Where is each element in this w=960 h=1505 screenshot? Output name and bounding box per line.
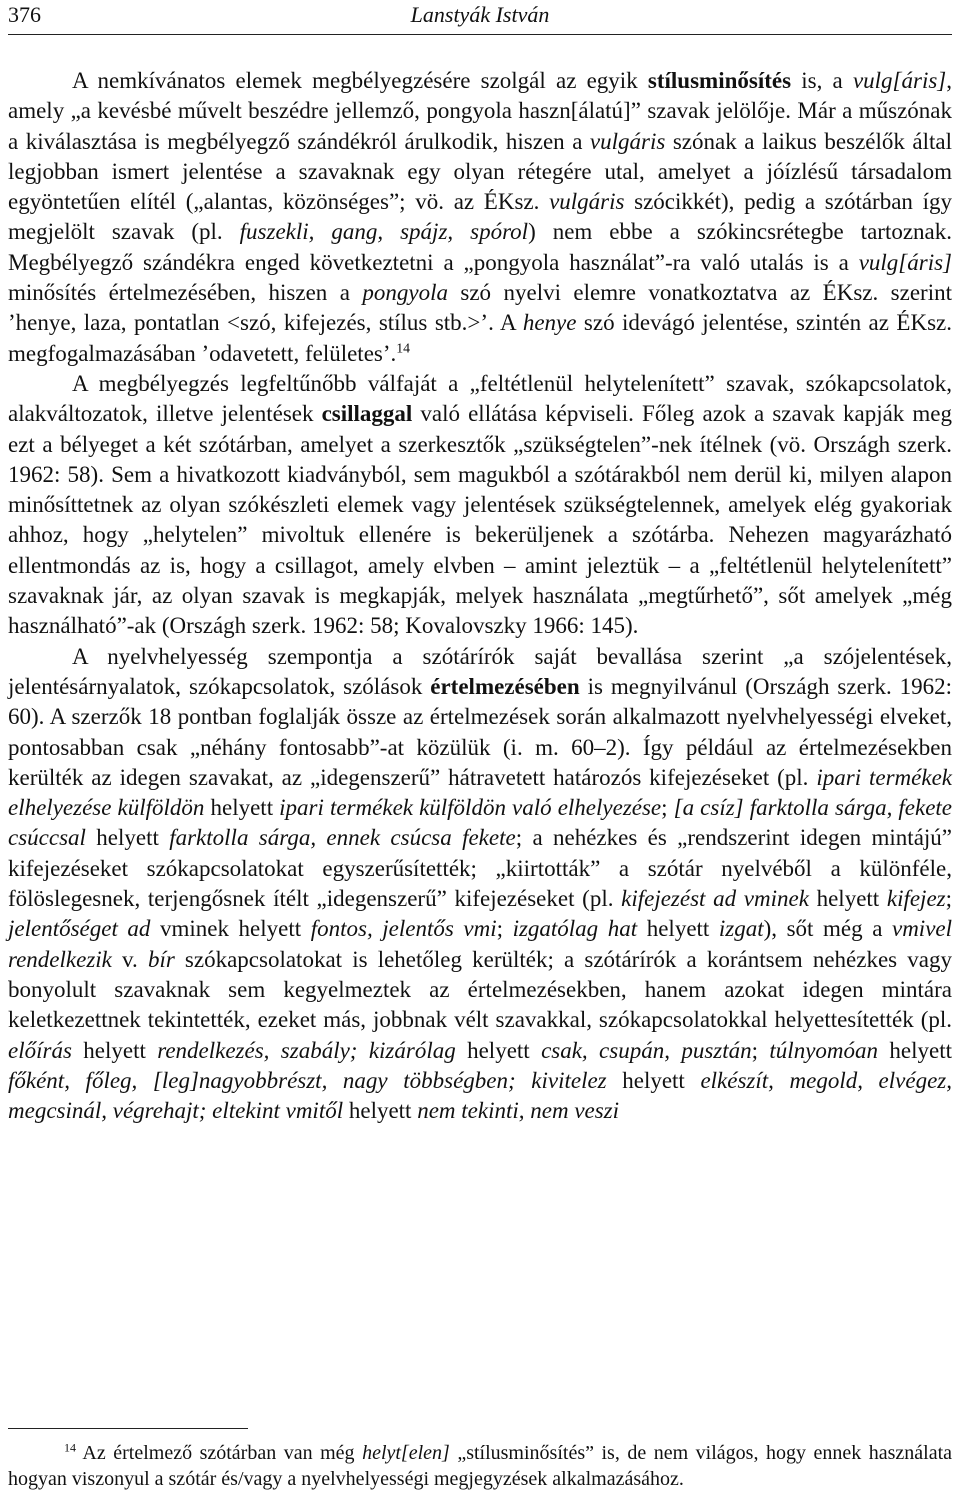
text-run: A nemkívánatos elemek megbélyegzésére szolgál az egyik <box>72 68 648 93</box>
text-run: ), sőt még a <box>763 916 892 942</box>
paragraph <box>8 66 952 369</box>
footnote-marker: 14 <box>396 340 411 356</box>
bold-term: stílusminősítés <box>647 68 792 93</box>
text-run: helyett <box>606 1067 701 1093</box>
text-run: helyett <box>204 795 280 821</box>
footnote-divider <box>8 1428 248 1429</box>
text-run: szónak a laikus beszélők által legjobban ismert jelentése a szavaknak egy olyan rétegére utal, amelyet a jóízlésű társadalom egyöntetűen elítél („alantas, közönséges”; vö. az ÉKsz. <box>8 128 952 215</box>
italic-term: farktolla sárga, ennek csúcsa fekete <box>169 825 516 851</box>
italic-term: csak, csupán, pusztán <box>541 1037 752 1063</box>
text-run: ; <box>751 1037 770 1063</box>
text-run: ; <box>945 886 952 912</box>
italic-term: ipari termékek elhelyezése külföldön <box>8 764 952 821</box>
italic-term: helyt[elen] <box>362 1442 450 1464</box>
italic-term: vmivel rendelkezik <box>8 916 952 972</box>
italic-term: főként, főleg, [leg]nagyobbrészt, nagy többségben; kivitelez <box>8 1067 607 1093</box>
text-run: A nyelvhelyesség szempontja a szótárírók saját bevallása szerint „a szójelentések, jelentésárnyalatok, szókapcsolatok, szólások <box>8 643 952 699</box>
italic-term: kifejezést ad vminek <box>621 886 809 912</box>
text-run: helyett <box>637 916 719 942</box>
text-run: ; a nehézkes és „rendszerint idegen mintájú” kifejezéseket szókapcsolatokat egyszerűsítették; „kiirtották” a szótár nyelvéből a különféle, fölöslegesnek, terjengősnek ítélt „idegenszerű” kifejezéseket (pl. <box>8 825 953 912</box>
italic-term: henye <box>522 310 577 336</box>
italic-term: rendelkezés, szabály; kizárólag <box>157 1037 456 1063</box>
text-run: szó nyelvi elemre vonatkoztatva az ÉKsz. szerint ’henye, laza, pontatlan <szó, kifejezés, stílus stb.>’. A <box>8 280 952 336</box>
text-run: , amely „a kevésbé művelt beszédre jellemző, pongyola haszn[álatú]” szavak jelölője. Már a műszónak a kiválasztása is megbélyegző szándékról árulkodik, hiszen a <box>8 68 952 154</box>
text-run: helyett <box>85 825 170 851</box>
page-header <box>8 0 952 35</box>
italic-term: ipari termékek külföldön való elhelyezése <box>279 795 662 821</box>
italic-term: [a csíz] farktolla sárga, fekete csúccsal <box>8 795 953 851</box>
footnote <box>8 1440 952 1492</box>
page-number: 376 <box>8 2 41 27</box>
footnote-marker: 14 <box>64 1440 76 1455</box>
text-run: ; <box>496 916 513 942</box>
text-run: ) nem ebbe a szókincsrétegbe tartoznak. Megbélyegző szándékra enged következtetni a „pongyola használat”-ra való utalás is a <box>8 219 953 275</box>
italic-term: izgatólag hat <box>512 916 638 942</box>
text-run: helyett <box>455 1037 542 1063</box>
italic-term: vulg[áris] <box>858 249 952 275</box>
italic-term: fontos, jelentős vmi <box>310 916 497 942</box>
italic-term: vulgáris <box>549 189 625 215</box>
paragraph <box>8 369 952 642</box>
body-text <box>8 66 952 1126</box>
italic-term: elkészít, megold, elvégez, megcsinál, végrehajt; eltekint vmitől <box>8 1067 952 1124</box>
italic-term: vulg[áris] <box>852 68 947 93</box>
text-run: minősítés értelmezésében, hiszen a <box>8 280 363 306</box>
bold-term: értelmezésében <box>430 673 580 699</box>
italic-term: jelentőséget ad <box>8 916 151 942</box>
text-run: helyett <box>878 1037 952 1063</box>
text-run: v. <box>111 946 148 972</box>
text-run: szócikkét), pedig a szótárban így megjelölt szavak (pl. <box>8 189 952 245</box>
paragraph <box>8 642 952 1127</box>
text-run: A megbélyegzés legfeltűnőbb válfaját a „feltétlenül helytelenített” szavak, szókapcsolatok, alakváltozatok, illetve jelentések <box>8 370 952 427</box>
text-run: helyett <box>71 1037 158 1063</box>
text-run: ; <box>661 795 674 821</box>
italic-term: előírás <box>8 1037 72 1063</box>
text-run: szó idevágó jelentése, szintén az ÉKsz. megfogalmazásában ’odavetett, felületes’. <box>8 310 952 366</box>
text-run: szókapcsolatokat is lehetőleg kerülték; a szótárírók a korántsem nehézkes vagy bonyolult szavaknak sem kegyelmeztek az értelmezésekben, hanem azokat idegen mintára keletkezettnek tekintették, ezeket más, jobbnak vélt szavakkal, szókapcsolatokkal helyettesítették (pl. <box>8 946 952 1033</box>
italic-term: pongyola <box>362 280 448 306</box>
text-run: vminek helyett <box>150 916 311 942</box>
italic-term: vulgáris <box>589 128 666 154</box>
italic-term: kifejez <box>886 886 946 912</box>
italic-term: izgat <box>718 916 764 942</box>
text-run: helyett <box>808 886 887 912</box>
italic-term: túlnyomóan <box>769 1037 879 1063</box>
text-run: Az értelmező szótárban van még <box>76 1442 363 1464</box>
italic-term: bír <box>147 946 175 972</box>
running-head-author: Lanstyák István <box>410 2 550 27</box>
italic-term: nem tekinti, nem veszi <box>417 1098 620 1124</box>
bold-term: csillaggal <box>321 401 413 427</box>
text-run: helyett <box>343 1098 418 1124</box>
text-run: való ellátása képviseli. Főleg azok a szavak kapják meg ezt a bélyeget a két szótárban, amelyet a szerkesztők „szükségtelen”-nek ítélnek (vö. Országh szerk. 1962: 58). Sem a hivatkozott kiadványból, sem magukból a szótárakból nem derül ki, milyen alapon minősíttetnek az olyan szókészleti elemek vagy jelentések szükségtelennek, amelyek elég gyakoriak ahhoz, hogy „helytelen” mivoltuk ellenére is bekerüljenek a szótárba. Nehezen magyarázható ellentmondás az is, hogy a csillagot, amely elvben – amint jeleztük – a „feltétlenül helytelenített” szavaknak jár, az olyan szavak is megkapják, melyek használata „megtűrhető”, sőt amelyek „még használható”-ak (Országh szerk. 1962: 58; Kovalovszky 1966: 145). <box>8 401 952 639</box>
text-run: „stílusminősítés” is, de nem világos, hogy ennek használata hogyan viszonyul a szótár és/vagy a nyelvhelyességi megjegyzések alkalmazásához. <box>8 1442 953 1490</box>
italic-term: fuszekli, gang, spájz, spórol <box>239 219 529 245</box>
text-run: is megnyilvánul (Országh szerk. 1962: 60). A szerzők 18 pontban foglalják össze az értelmezések során alkalmazott nyelvhelyességi elveket, pontosabban csak „néhány fontosabb”-at közülük (i. m. 60–2). Így például az értelmezésekben kerülték az idegen szavakat, az „idegenszerű” hátravetett határozós kifejezéseket (pl. <box>8 673 952 790</box>
text-run: is, a <box>791 68 853 93</box>
